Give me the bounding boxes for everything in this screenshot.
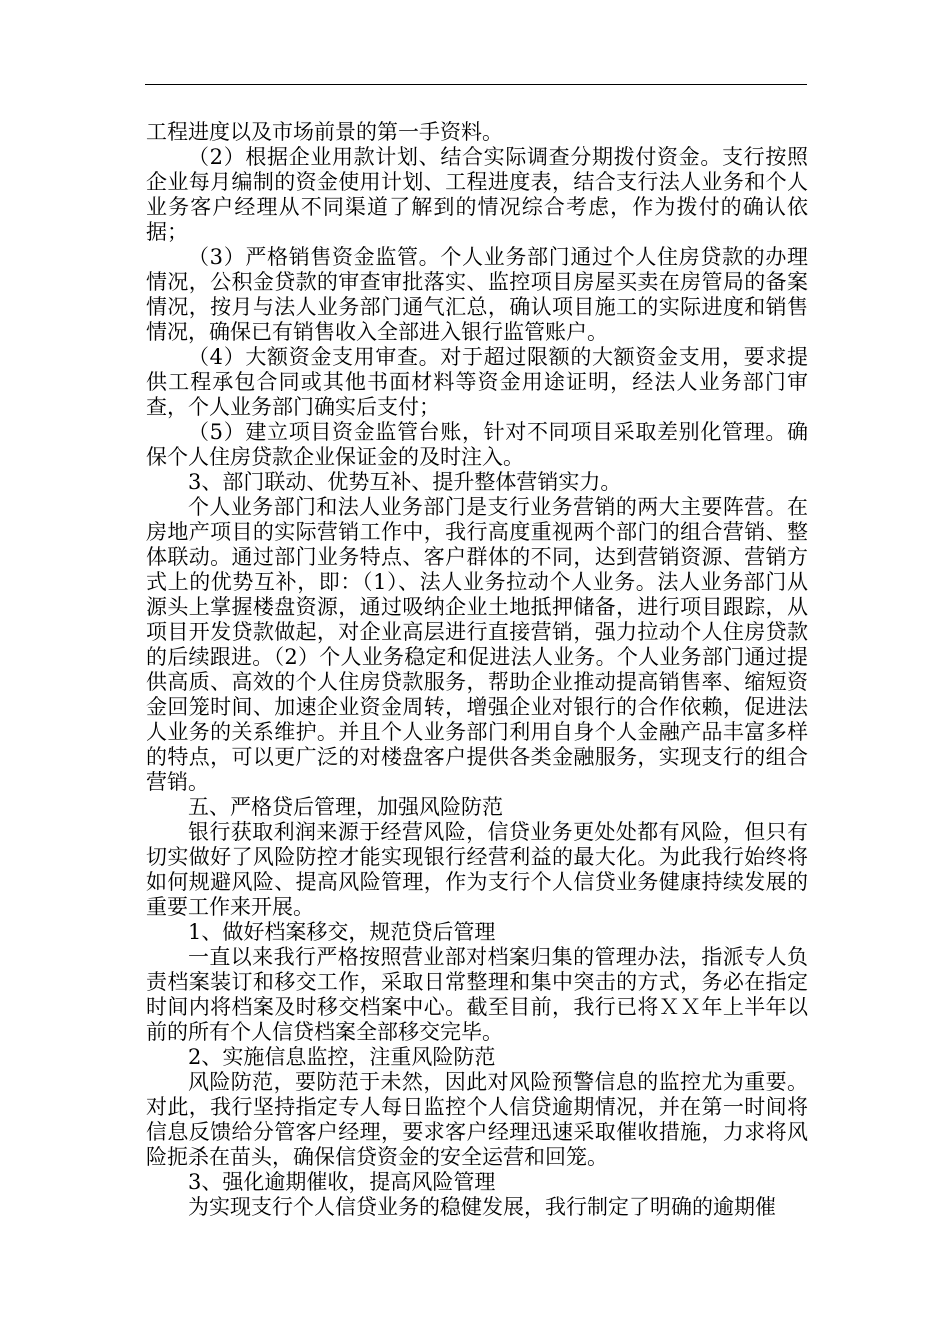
section-heading-5: 五、严格贷后管理，加强风险防范 bbox=[188, 795, 503, 819]
subheading-1: 1、做好档案移交，规范贷后管理 bbox=[188, 920, 496, 944]
paragraph-2: （2）根据企业用款计划、结合实际调查分期拨付资金。支行按照企业每月编制的资金使用计划、工程进度表，结合支行法人业务和个人业务客户经理从不同渠道了解到的情况综合考虑，作为拨付的确认依据； bbox=[146, 145, 808, 244]
paragraph-9: 银行获取利润来源于经营风险，信贷业务更处处都有风险，但只有切实做好了风险防控才能实现银行经营利益的最大化。为此我行始终将如何规避风险、提高风险管理，作为支行个人信贷业务健康持续发展的重要工作来开展。 bbox=[146, 820, 808, 919]
paragraph-15: 为实现支行个人信贷业务的稳健发展，我行制定了明确的逾期催 bbox=[188, 1195, 776, 1219]
paragraph-11: 一直以来我行严格按照营业部对档案归集的管理办法，指派专人负责档案装订和移交工作，采取日常整理和集中突击的方式，务必在指定时间内将档案及时移交档案中心。截至目前，我行已将ＸＸ年上半年以前的所有个人信贷档案全部移交完毕。 bbox=[146, 945, 808, 1044]
subheading-3: 3、强化逾期催收，提高风险管理 bbox=[188, 1170, 496, 1194]
paragraph-3: （3）严格销售资金监管。个人业务部门通过个人住房贷款的办理情况，公积金贷款的审查审批落实、监控项目房屋买卖在房管局的备案情况，按月与法人业务部门通气汇总，确认项目施工的实际进度和销售情况，确保已有销售收入全部进入银行监管账户。 bbox=[146, 245, 808, 344]
paragraph-4: （4）大额资金支用审查。对于超过限额的大额资金支用，要求提供工程承包合同或其他书面材料等资金用途证明，经法人业务部门审查，个人业务部门确实后支付； bbox=[146, 345, 808, 419]
paragraph-1: 工程进度以及市场前景的第一手资料。 bbox=[146, 120, 503, 144]
paragraph-5: （5）建立项目资金监管台账，针对不同项目采取差别化管理。确保个人住房贷款企业保证金的及时注入。 bbox=[146, 420, 808, 469]
section-heading-3: 3、部门联动、优势互补、提升整体营销实力。 bbox=[188, 470, 622, 494]
header-rule bbox=[145, 84, 807, 85]
subheading-2: 2、实施信息监控，注重风险防范 bbox=[188, 1045, 496, 1069]
paragraph-7: 个人业务部门和法人业务部门是支行业务营销的两大主要阵营。在房地产项目的实际营销工作中，我行高度重视两个部门的组合营销、整体联动。通过部门业务特点、客户群体的不同，达到营销资源、营销方式上的优势互补，即：（1）、法人业务拉动个人业务。法人业务部门从源头上掌握楼盘资源，通过吸纳企业土地抵押储备，进行项目跟踪，从项目开发贷款做起，对企业高层进行直接营销，强力拉动个人住房贷款的后续跟进。（2）个人业务稳定和促进法人业务。个人业务部门通过提供高质、高效的个人住房贷款服务，帮助企业推动提高销售率、缩短资金回笼时间、加速企业资金周转，增强企业对银行的合作依赖，促进法人业务的关系维护。并且个人业务部门利用自身个人金融产品丰富多样的特点，可以更广泛的对楼盘客户提供各类金融服务，实现支行的组合营销。 bbox=[146, 495, 808, 794]
document-body bbox=[146, 120, 808, 1220]
paragraph-13: 风险防范，要防范于未然，因此对风险预警信息的监控尤为重要。对此，我行坚持指定专人每日监控个人信贷逾期情况，并在第一时间将信息反馈给分管客户经理，要求客户经理迅速采取催收措施，力求将风险扼杀在苗头，确保信贷资金的安全运营和回笼。 bbox=[146, 1070, 808, 1169]
